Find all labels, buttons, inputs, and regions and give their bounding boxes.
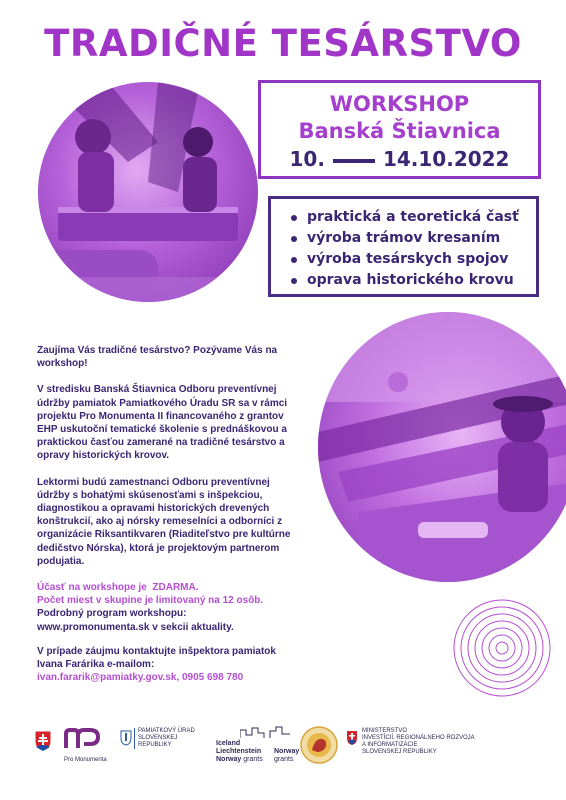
- free-value: ZDARMA.: [152, 582, 199, 594]
- date-end: 14.10.2022: [382, 147, 510, 171]
- date-dash: [333, 159, 375, 163]
- ministry-line1: MINISTERSTVO: [362, 728, 408, 734]
- riksantikvaren-seal-icon: [300, 726, 338, 764]
- ministry-line3: A INFORMATIZÁCIE: [362, 742, 418, 748]
- program-url-link[interactable]: www.promonumenta.sk v sekcii aktuality.: [37, 621, 234, 633]
- ministry-crest-icon: [346, 730, 358, 746]
- grants-word-left: grants: [243, 756, 263, 763]
- pamiatkovy-urad-crest-icon: [120, 730, 132, 746]
- intro-paragraph: Zaujíma Vás tradičné tesárstvo? Pozývame Vás na workshop!: [37, 345, 278, 370]
- program-bullets-box: [268, 196, 539, 297]
- ministry-line4: SLOVENSKEJ REPUBLIKY: [362, 749, 437, 755]
- date-start: 10.: [289, 147, 325, 171]
- bullet-item: oprava historického krovu: [291, 270, 536, 291]
- bullet-item: praktická a teoretická časť: [291, 207, 536, 228]
- invitation-text: [37, 344, 293, 697]
- carpenters-photo-top: [38, 82, 258, 302]
- concentric-rings-decoration: [452, 598, 552, 698]
- partner-logos: [30, 722, 550, 772]
- slovak-coat-of-arms-icon: [34, 730, 52, 752]
- bullet-item: výroba trámov kresaním: [291, 228, 536, 249]
- workshop-location: Banská Štiavnica: [298, 119, 501, 143]
- contact-text: V prípade záujmu kontaktujte inšpektora pamiatok Ivana Farárika e-mailom:: [37, 645, 276, 671]
- pamiatkovy-urad-line1: PAMIATKOVÝ ÚRAD: [138, 728, 195, 734]
- page-title: TRADIČNÉ TESÁRSTVO: [44, 22, 522, 65]
- program-label: Podrobný program workshopu:: [37, 608, 187, 620]
- grants-norway-right: Norway: [274, 748, 300, 755]
- grants-skyline-icon: [240, 726, 290, 738]
- grants-iceland: Iceland: [216, 740, 241, 747]
- grants-word-right: grants: [274, 756, 294, 763]
- contact-paragraph: [37, 645, 293, 685]
- carpenter-photo-bottom: [318, 312, 566, 582]
- ministry-logo: [346, 728, 486, 756]
- participation-paragraph: [37, 581, 293, 634]
- contact-email-link[interactable]: ivan.fararik@pamiatky.gov.sk, 0905 698 780: [37, 672, 244, 684]
- workshop-dates: [261, 145, 538, 173]
- workshop-label: WORKSHOP: [329, 92, 470, 116]
- grants-liechtenstein: Liechtenstein: [216, 748, 262, 755]
- free-label: Účasť na workshope je: [37, 582, 147, 594]
- pamiatkovy-urad-logo: [120, 728, 210, 749]
- ministry-line2: INVESTÍCIÍ, REGIONÁLNEHO ROZVOJA: [362, 735, 475, 741]
- pro-monumenta-logo: [64, 728, 114, 764]
- pro-monumenta-mark-icon: [64, 728, 104, 750]
- pro-monumenta-label: Pro Monumenta: [64, 757, 107, 763]
- grants-norway-left: Norway: [216, 756, 242, 763]
- capacity-text: Počet miest v skupine je limitovaný na 12 osôb.: [37, 595, 264, 607]
- project-paragraph: V stredisku Banská Štiavnica Odboru preventívnej údržby pamiatok Pamiatkového Úradu SR sa v rámci projektu Pro Monumenta II financovaného z grantov EHP uskutoční tematické školenie s prednáškovou a praktickou časťou zamerané na tradičné tesárstvo a opravy historických krovov.: [37, 384, 288, 462]
- pamiatkovy-urad-line2: SLOVENSKEJ REPUBLIKY: [138, 735, 178, 748]
- lecturers-paragraph: Lektormi budú zamestnanci Odboru preventívnej údržby s bohatými skúsenosťami s inšpekciou, diagnostikou a opravami historických drevených konštrukcií, ako aj nórsky remeselníci a odborníci z organizácie Riksantikvaren (Riaditeľstvo pre kultúrne dedičstvo Nórska), ktorá je projektovým partnerom podujatia.: [37, 476, 291, 567]
- eea-norway-grants-logo: [216, 726, 302, 766]
- bullet-item: výroba tesárskych spojov: [291, 249, 536, 270]
- workshop-info-box: [258, 80, 541, 179]
